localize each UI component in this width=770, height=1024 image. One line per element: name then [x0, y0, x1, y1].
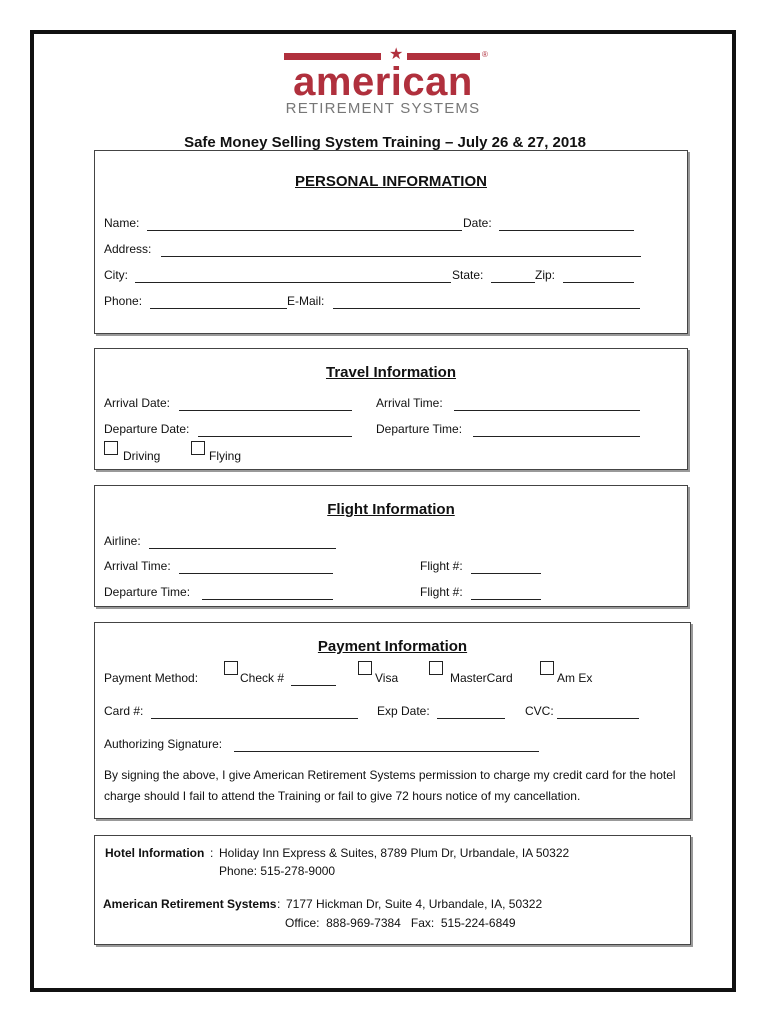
authorizing-signature-label: Authorizing Signature:: [104, 737, 223, 751]
state-label: State:: [452, 268, 484, 282]
exp-date-field[interactable]: [437, 718, 505, 719]
amex-checkbox[interactable]: [540, 661, 554, 675]
flight-arrival-time-label: Arrival Time:: [104, 559, 171, 573]
flight-arrival-time-field[interactable]: [179, 573, 333, 574]
phone-label: Phone:: [104, 294, 143, 308]
check-label: Check #: [240, 671, 285, 685]
exp-date-label: Exp Date:: [377, 704, 430, 718]
payment-information-heading: Payment Information: [317, 638, 468, 655]
hotel-address: Holiday Inn Express & Suites, 8789 Plum Dr, Urbandale, IA 50322: [219, 846, 570, 860]
zip-label: Zip:: [535, 268, 556, 282]
personal-information-heading: PERSONAL INFORMATION: [295, 173, 487, 190]
logo-star-icon: ★: [389, 46, 404, 63]
phone-field[interactable]: [150, 308, 287, 309]
company-label-colon: :: [277, 897, 281, 911]
name-label: Name:: [104, 216, 140, 230]
email-label: E-Mail:: [287, 294, 325, 308]
arrival-date-label: Arrival Date:: [104, 396, 171, 410]
driving-label: Driving: [123, 449, 161, 463]
departure-flight-number-label: Flight #:: [420, 585, 463, 599]
payment-information-section: [94, 622, 691, 819]
mastercard-label: MasterCard: [450, 671, 513, 685]
hotel-phone: Phone: 515-278-9000: [219, 864, 336, 878]
arrival-date-field[interactable]: [179, 410, 352, 411]
card-number-label: Card #:: [104, 704, 144, 718]
flying-checkbox[interactable]: [191, 441, 205, 455]
company-contact: Office: 888-969-7384 Fax: 515-224-6849: [285, 916, 516, 930]
driving-checkbox[interactable]: [104, 441, 118, 455]
company-address: 7177 Hickman Dr, Suite 4, Urbandale, IA, 50322: [286, 897, 543, 911]
american-retirement-systems-logo: [280, 46, 490, 122]
arrival-flight-number-label: Flight #:: [420, 559, 463, 573]
hotel-information-section: [94, 835, 691, 945]
personal-information-section: [94, 150, 688, 334]
visa-checkbox[interactable]: [358, 661, 372, 675]
city-field[interactable]: [135, 282, 451, 283]
visa-label: Visa: [375, 671, 399, 685]
state-field[interactable]: [491, 282, 535, 283]
hotel-label-colon: :: [210, 846, 214, 860]
flying-label: Flying: [209, 449, 242, 463]
mastercard-checkbox[interactable]: [429, 661, 443, 675]
logo-brand-text: american: [293, 60, 473, 104]
payment-method-label: Payment Method:: [104, 671, 199, 685]
address-field[interactable]: [161, 256, 641, 257]
arrival-time-field[interactable]: [454, 410, 640, 411]
amex-label: Am Ex: [557, 671, 593, 685]
flight-departure-time-label: Departure Time:: [104, 585, 191, 599]
departure-time-label: Departure Time:: [376, 422, 463, 436]
airline-label: Airline:: [104, 534, 141, 548]
email-field[interactable]: [333, 308, 640, 309]
payment-disclaimer: By signing the above, I give American Retirement Systems permission to charge my credit card for the hotel charge should I fail to attend the Training or fail to give 72 hours notice of my cancellation.: [104, 768, 676, 803]
departure-flight-number-field[interactable]: [471, 599, 541, 600]
departure-date-label: Departure Date:: [104, 422, 190, 436]
page-title: Safe Money Selling System Training – July 26 & 27, 2018: [184, 134, 586, 151]
arrival-flight-number-field[interactable]: [471, 573, 541, 574]
logo-tagline: RETIREMENT SYSTEMS: [285, 100, 481, 117]
company-label: American Retirement Systems: [103, 897, 277, 911]
card-number-field[interactable]: [151, 718, 358, 719]
check-number-field[interactable]: [291, 685, 336, 686]
flight-information-section: [94, 485, 688, 607]
city-label: City:: [104, 268, 128, 282]
zip-field[interactable]: [563, 282, 634, 283]
travel-information-heading: Travel Information: [325, 364, 457, 381]
logo-registered-mark: ®: [482, 50, 488, 59]
hotel-information-label: Hotel Information: [105, 846, 205, 860]
authorizing-signature-field[interactable]: [234, 751, 539, 752]
airline-field[interactable]: [149, 548, 336, 549]
date-label: Date:: [463, 216, 492, 230]
arrival-time-label: Arrival Time:: [376, 396, 443, 410]
cvc-label: CVC:: [525, 704, 554, 718]
date-field[interactable]: [499, 230, 634, 231]
check-checkbox[interactable]: [224, 661, 238, 675]
cvc-field[interactable]: [557, 718, 639, 719]
departure-time-field[interactable]: [473, 436, 640, 437]
departure-date-field[interactable]: [198, 436, 352, 437]
flight-departure-time-field[interactable]: [202, 599, 333, 600]
flight-information-heading: Flight Information: [327, 501, 455, 518]
travel-information-section: [94, 348, 688, 470]
address-label: Address:: [104, 242, 152, 256]
name-field[interactable]: [147, 230, 462, 231]
